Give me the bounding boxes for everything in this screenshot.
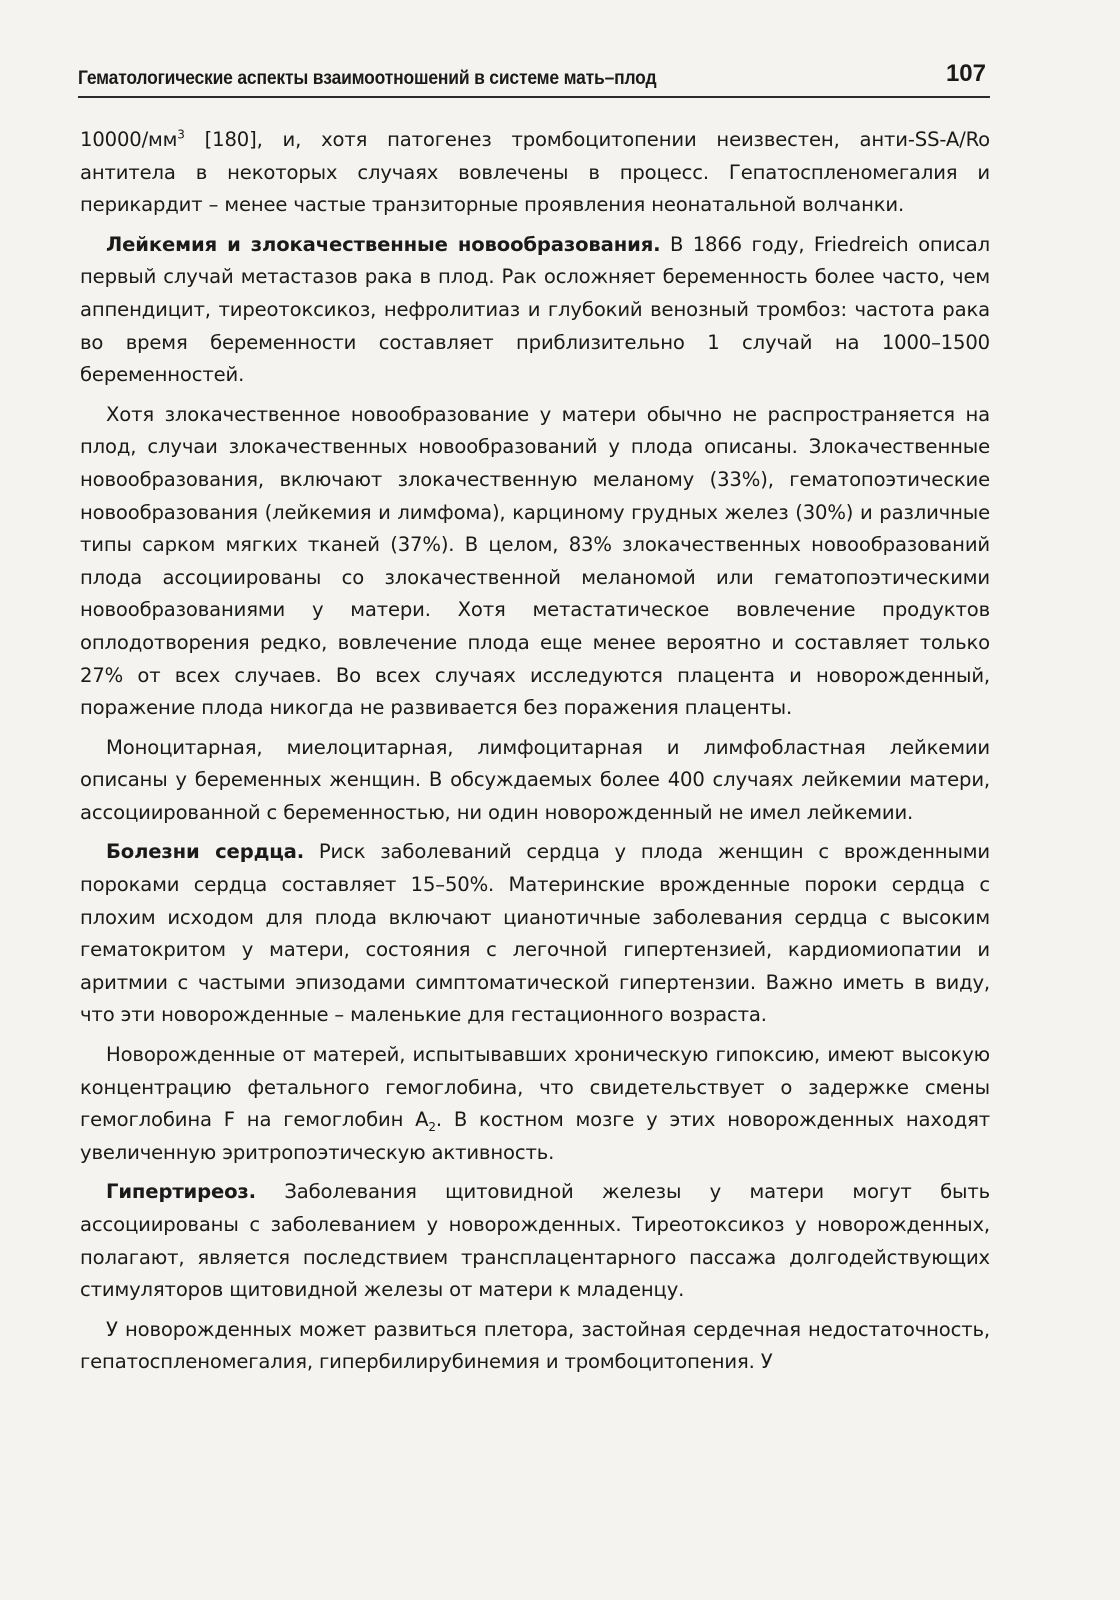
paragraph-text: Заболевания щитовидной железы у матери могут быть ассоциированы с заболеванием у новорожденных. Тиреотоксикоз у новорожденных, полагают, является последствием трансплацентарного пассажа долгодействующих стимуляторов щитовидной железы от матери к младенцу. <box>80 1180 990 1302</box>
paragraph <box>80 229 990 392</box>
paragraph-text: Новорожденные от матерей, испытывавших хроническую гипоксию, имеют высокую концентрацию фетального гемоглобина, что свидетельствует о задержке смены гемоглобина F на гемоглобин A <box>80 1043 990 1132</box>
paragraph-text: В 1866 году, Friedreich описал первый случай метастазов рака в плод. Рак осложняет беременность более часто, чем аппендицит, тиреотоксикоз, нефролитиаз и глубокий венозный тромбоз: частота рака во время беременности составляет приблизительно 1 случай на 1000–1500 беременностей. <box>80 232 991 387</box>
paragraph-text: Риск заболеваний сердца у плода женщин с врожденными пороками сердца составляет 15–50%. Материнские врожденные пороки сердца с плохим исходом для плода включают цианотичные заболевания сердца с высоким гематокритом у матери, состояния с легочной гипертензией, кардиомиопатии и аритмии с частыми эпизодами симптоматической гипертензии. Важно иметь в виду, что эти новорожденные – маленькие для гестационного возраста. <box>80 840 990 1027</box>
paragraph <box>80 1039 990 1169</box>
body-text <box>80 124 990 1386</box>
paragraph <box>80 1176 990 1306</box>
running-title: Гематологические аспекты взаимоотношений в системе мать–плод <box>78 68 657 89</box>
paragraph-text: 10000/мм <box>80 128 178 151</box>
paragraph <box>80 1314 990 1379</box>
paragraph-text: Моноцитарная, миелоцитарная, лимфоцитарная и лимфобластная лейкемии описаны у беременных женщин. В обсуждаемых более 400 случаях лейкемии матери, ассоциированной с беременностью, ни один новорожденный не имел лейкемии. <box>80 735 990 824</box>
paragraph-lead: Лейкемия и злокачественные новообразования. <box>106 232 661 256</box>
paragraph-text: . В костном мозге у этих новорожденных находят увеличенную эритропоэтическую активность. <box>80 1108 990 1164</box>
page-number: 107 <box>945 60 986 87</box>
paragraph <box>80 732 990 830</box>
paragraph-lead: Гипертиреоз. <box>106 1180 256 1204</box>
paragraph-text: Хотя злокачественное новообразование у матери обычно не распространяется на плод, случаи злокачественных новообразований у плода описаны. Злокачественные новообразования, включают злокачественную меланому (33%), гематопоэтические новообразования (лейкемия и лимфома), карциному грудных желез (30%) и различные типы сарком мягких тканей (37%). В целом, 83% злокачественных новообразований плода ассоциированы со злокачественной меланомой или гематопоэтическими новообразованиями у матери. Хотя метастатическое вовлечение продуктов оплодотворения редко, вовлечение плода еще менее вероятно и составляет только 27% от всех случаев. Во всех случаях исследуются плацента и новорожденный, поражение плода никогда не развивается без поражения плаценты. <box>80 402 990 720</box>
paragraph <box>80 124 990 222</box>
paragraph-text: У новорожденных может развиться плетора, застойная сердечная недостаточность, гепатоспленомегалия, гипербилирубинемия и тромбоцитопения. У <box>80 1317 990 1374</box>
paragraph <box>80 836 990 1032</box>
paragraph <box>80 399 990 725</box>
paragraph-text: [180], и, хотя патогенез тромбоцитопении неизвестен, анти-SS-A/Ro антитела в некоторых случаях вовлечены в процесс. Гепатоспленомегалия и перикардит – менее частые транзиторные проявления неонатальной волчанки. <box>80 128 990 217</box>
running-header <box>78 60 990 98</box>
superscript: 3 <box>177 127 185 142</box>
paragraph-lead: Болезни сердца. <box>106 840 304 864</box>
subscript: 2 <box>428 1120 436 1135</box>
